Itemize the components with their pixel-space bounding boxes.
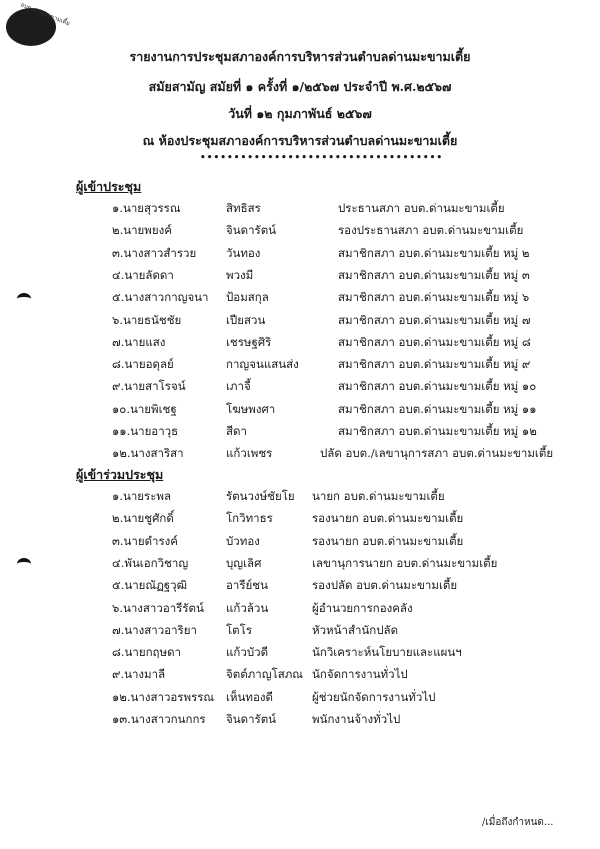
person-name: ๑.นายระพล — [112, 489, 171, 503]
person-name: ๗.นายแสง — [112, 334, 166, 349]
table-row — [0, 356, 600, 374]
person-name: ๒.นายพยงค์ — [112, 223, 172, 238]
person-name: ๕.นายณัฏฐวุฒิ — [112, 578, 187, 593]
table-row — [0, 711, 600, 729]
person-position: สมาชิกสภา อบต.ด่านมะขามเตี้ย หมู่ ๙ — [338, 357, 531, 372]
person-name: ๖.นายธนัชชัย — [112, 312, 182, 327]
person-position: นักวิเคราะห์นโยบายและแผนฯ — [312, 645, 462, 660]
person-surname: จินดารัตน์ — [226, 712, 277, 726]
person-position: ปลัด อบต./เลขานุการสภา อบต.ด่านมะขามเตี้ย — [320, 446, 554, 461]
meeting-venue: ณ ห้องประชุมสภาองค์การบริหารส่วนตำบลด่านมะขามเตี้ย — [142, 133, 458, 148]
person-name: ๘.นายอดุลย์ — [112, 357, 174, 372]
person-surname: เปียสวน — [226, 312, 266, 327]
person-position: สมาชิกสภา อบต.ด่านมะขามเตี้ย หมู่ ๑๐ — [338, 379, 537, 394]
person-position: สมาชิกสภา อบต.ด่านมะขามเตี้ย หมู่ ๗ — [338, 312, 531, 327]
table-row — [0, 488, 600, 506]
table-row — [0, 600, 600, 618]
person-surname: แก้วล้วน — [226, 600, 269, 615]
table-row — [0, 510, 600, 528]
dotted-divider: •••••••••••••••••••••••••••••••••••• — [200, 153, 444, 163]
person-position: รองปลัด อบต.ด่านมะขามเตี้ย — [312, 578, 458, 593]
session-line: สมัยสามัญ สมัยที่ ๑ ครั้งที่ ๑/๒๕๖๗ ประจำปี พ.ศ.๒๕๖๗ — [148, 79, 452, 94]
person-name: ๓.นายดำรงค์ — [112, 533, 178, 548]
person-position: รองนายก อบต.ด่านมะขามเตี้ย — [312, 511, 464, 526]
person-name: ๑.นายสุวรรณ — [112, 201, 181, 215]
meeting-date: วันที่ ๑๒ กุมภาพันธ์ ๒๕๖๗ — [228, 106, 372, 121]
person-surname: จิตต์ภาญโสภณ — [226, 667, 303, 682]
person-position: ผู้ช่วยนักจัดการงานทั่วไป — [312, 689, 436, 704]
person-name: ๙.นางมาลี — [112, 667, 166, 682]
person-name: ๑๑.นายอาวุธ — [112, 424, 179, 438]
person-position: สมาชิกสภา อบต.ด่านมะขามเตี้ย หมู่ ๖ — [338, 290, 530, 305]
person-position: รองนายก อบต.ด่านมะขามเตี้ย — [312, 533, 464, 548]
table-row — [0, 666, 600, 684]
person-surname: เห็นทองดี — [226, 689, 273, 704]
person-surname: จินดารัตน์ — [226, 223, 277, 238]
table-row — [0, 445, 600, 463]
person-name: ๙.นายสาโรจน์ — [112, 379, 186, 394]
report-title: รายงานการประชุมสภาองค์การบริหารส่วนตำบลด่านมะขามเตี้ย — [129, 49, 471, 64]
person-surname: โกวิทาธร — [226, 511, 273, 526]
person-name: ๗.นางสาวอาริยา — [112, 622, 197, 637]
table-row — [0, 401, 600, 419]
person-surname: ป้อมสกุล — [226, 290, 269, 305]
person-position: สมาชิกสภา อบต.ด่านมะขามเตี้ย หมู่ ๓ — [338, 267, 530, 282]
person-position: สมาชิกสภา อบต.ด่านมะขามเตี้ย หมู่ ๑๒ — [338, 424, 537, 438]
person-name: ๑๒.นางสาวอรพรรณ — [112, 689, 215, 704]
person-position: สมาชิกสภา อบต.ด่านมะขามเตี้ย หมู่ ๒ — [338, 245, 530, 260]
table-row — [0, 577, 600, 595]
table-row — [0, 423, 600, 441]
person-surname: อารีย์ชน — [226, 578, 268, 593]
table-row — [0, 267, 600, 285]
person-surname: สีดา — [226, 424, 247, 438]
person-surname: วันทอง — [226, 245, 261, 260]
stamp-label: อบต.ด่านมะขามเตี้ย — [19, 1, 71, 28]
person-name: ๑๓.นางสาวกนกกร — [112, 712, 206, 726]
person-name: ๘.นายกฤษดา — [112, 645, 182, 660]
person-surname: สิทธิสร — [226, 201, 261, 215]
person-position: ประธานสภา อบต.ด่านมะขามเตี้ย — [338, 201, 505, 215]
participants-title: ผู้เข้าร่วมประชุม — [76, 467, 164, 482]
table-row — [0, 533, 600, 551]
person-surname: รัตนวงษ์ชัยโย — [226, 489, 295, 503]
person-position: นักจัดการงานทั่วไป — [312, 667, 408, 682]
table-row — [0, 222, 600, 240]
person-surname: บุญเลิศ — [226, 555, 262, 570]
person-name: ๑๐.นายพิเชฐ — [112, 401, 177, 416]
person-position: พนักงานจ้างทั่วไป — [312, 712, 401, 726]
person-surname: โฆษพงศา — [226, 401, 276, 416]
table-row — [0, 555, 600, 573]
table-row — [0, 334, 600, 352]
person-position: หัวหน้าสำนักปลัด — [312, 622, 399, 637]
person-name: ๓.นางสาวสำรวย — [112, 245, 197, 260]
person-surname: พวงมี — [226, 267, 254, 282]
person-name: ๖.นางสาวอารีรัตน์ — [112, 600, 204, 615]
person-surname: บัวทอง — [226, 533, 260, 548]
person-surname: เภาจี้ — [226, 379, 251, 394]
attendees-title: ผู้เข้าประชุม — [76, 179, 142, 194]
person-surname: โตโร — [226, 622, 252, 637]
table-row — [0, 689, 600, 707]
person-name: ๔.พันเอกวิชาญ — [112, 555, 189, 570]
person-name: ๕.นางสาวกาญจนา — [112, 290, 209, 305]
person-name: ๒.นายชูศักดิ์ — [112, 511, 174, 526]
person-position: ผู้อำนวยการกองคลัง — [312, 600, 413, 615]
person-name: ๔.นายลัดดา — [112, 267, 174, 282]
table-row — [0, 378, 600, 396]
person-name: ๑๒.นางสาริสา — [112, 446, 184, 461]
person-surname: แก้วเพชร — [226, 446, 273, 461]
table-row — [0, 622, 600, 640]
person-position: นายก อบต.ด่านมะขามเตี้ย — [312, 489, 445, 503]
person-position: สมาชิกสภา อบต.ด่านมะขามเตี้ย หมู่ ๑๑ — [338, 401, 537, 416]
continuation-note: /เมื่อถึงกำหนด... — [482, 817, 554, 828]
person-surname: เชรษฐศิริ — [226, 334, 272, 349]
table-row — [0, 312, 600, 330]
table-row — [0, 644, 600, 662]
person-surname: กาญจนแสนส่ง — [226, 357, 299, 372]
person-position: รองประธานสภา อบต.ด่านมะขามเตี้ย — [338, 223, 524, 238]
person-position: เลขานุการนายก อบต.ด่านมะขามเตี้ย — [312, 555, 498, 570]
person-position: สมาชิกสภา อบต.ด่านมะขามเตี้ย หมู่ ๘ — [338, 334, 531, 349]
table-row — [0, 289, 600, 307]
table-row — [0, 200, 600, 218]
person-surname: แก้วบัวดี — [226, 645, 269, 660]
table-row — [0, 245, 600, 263]
